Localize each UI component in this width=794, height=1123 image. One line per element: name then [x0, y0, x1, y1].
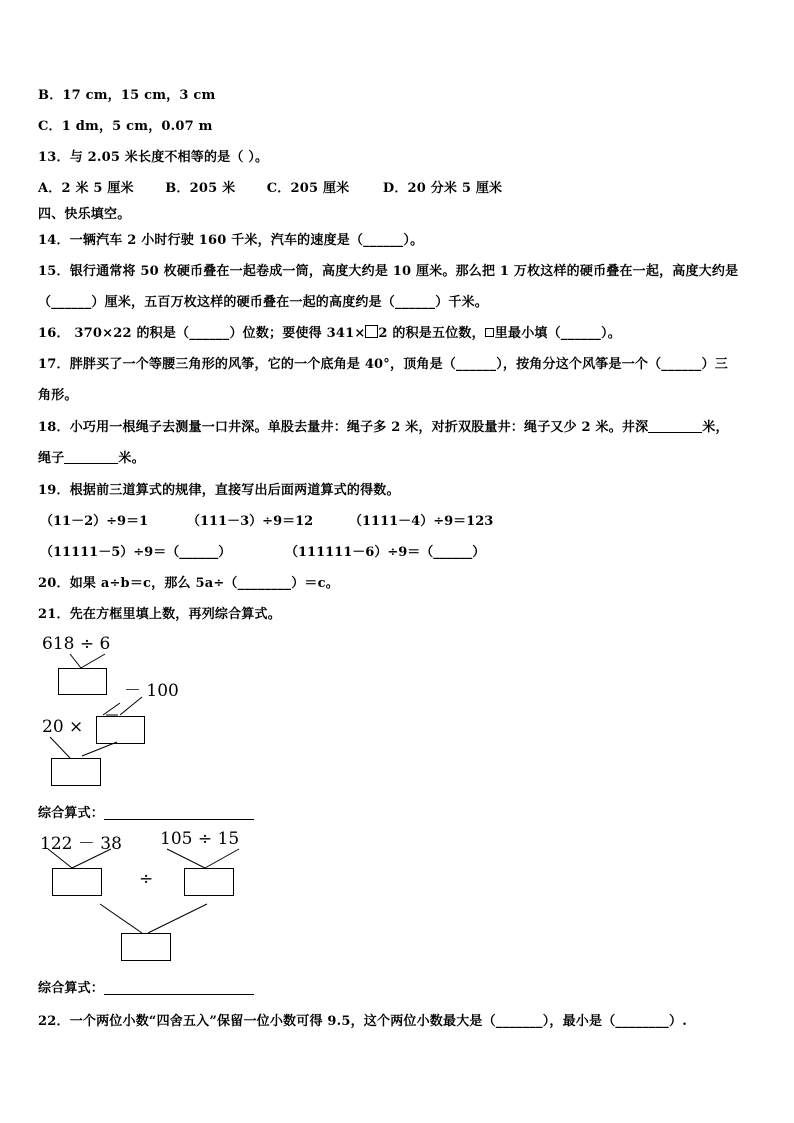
tree1-top-expression: 618 ÷ 6 [42, 634, 111, 654]
q18-text-b: 米， [702, 420, 729, 435]
question-15-line2: （______）厘米，五百万枚这样的硬币叠在一起的高度约是（______）千米。 [38, 295, 489, 310]
question-20: 20．如果 a÷b＝c，那么 5a÷（________）＝c。 [38, 576, 339, 591]
q19-expr-4: （11111－5）÷9＝（______） [40, 545, 232, 560]
question-17-line1: 17．胖胖买了一个等腰三角形的风筝，它的一个底角是 40°，顶角是（______），按角分这个风筝是一个（______）三 [38, 357, 728, 372]
question-14: 14．一辆汽车 2 小时行驶 160 千米，汽车的速度是（______）。 [38, 233, 424, 248]
tree1-times-expression: 20 × [42, 717, 84, 737]
question-21: 21．先在方框里填上数，再列综合算式。 [38, 607, 281, 622]
tree1-minus-expression: － 100 [124, 681, 179, 701]
q19-expr-2: （111－3）÷9＝12 [187, 514, 314, 529]
tree2-left-expression: 122 － 38 [40, 834, 122, 854]
q18-text-c: 绳子 [38, 451, 65, 466]
combined-formula-label: 综合算式： [38, 806, 105, 821]
question-13: 13．与 2.05 米长度不相等的是（ ）。 [38, 150, 269, 165]
q19-expr-3: （1111－4）÷9＝123 [349, 514, 494, 529]
tree2-divide-sign: ÷ [139, 869, 154, 889]
section-heading: 四、快乐填空。 [38, 207, 131, 222]
q19-expr-1: （11－2）÷9＝1 [40, 514, 149, 529]
q18-text-a: 18．小巧用一根绳子去测量一口井深。单股去量井：绳子多 2 米，对折双股量井：绳子又少 2 米。井深 [38, 420, 649, 435]
q13-option-b: B．205 米 [165, 181, 236, 196]
question-15-line1: 15．银行通常将 50 枚硬币叠在一起卷成一筒，高度大约是 10 厘米。那么把 1 万枚这样的硬币叠在一起，高度大约是 [38, 264, 739, 279]
q16-text-c: 里最小填（______）。 [494, 326, 621, 341]
question-22: 22．一个两位小数“四舍五入”保留一位小数可得 9.5，这个两位小数最大是（_______），最小是（________）. [38, 1014, 687, 1029]
q13-option-d: D．20 分米 5 厘米 [382, 181, 503, 196]
q16-text-b: 2 的积是五位数， [378, 326, 485, 341]
combined-formula-label: 综合算式： [38, 981, 105, 996]
option-b: B．17 cm，15 cm，3 cm [38, 88, 216, 103]
question-17-line2: 角形。 [38, 388, 78, 403]
q16-text-a: 16． 370×22 的积是（______）位数；要使得 341× [38, 326, 366, 341]
q18-text-d: 米。 [118, 451, 145, 466]
option-c: C．1 dm，5 cm，0.07 m [38, 119, 213, 134]
q13-option-c: C．205 厘米 [266, 181, 350, 196]
tree2-right-expression: 105 ÷ 15 [160, 829, 240, 849]
question-19: 19．根据前三道算式的规律，直接写出后面两道算式的得数。 [38, 483, 400, 498]
q19-expr-5: （111111－6）÷9＝（______） [285, 545, 486, 560]
q13-option-a: A．2 米 5 厘米 [38, 181, 134, 196]
